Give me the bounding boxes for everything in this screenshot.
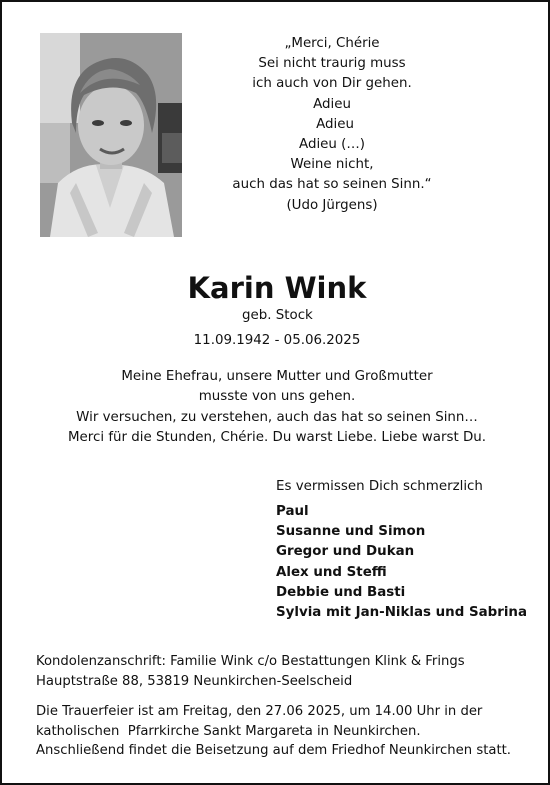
- life-dates: 11.09.1942 - 05.06.2025: [193, 333, 361, 348]
- poem-attribution: (Udo Jürgens): [286, 197, 378, 213]
- mourner-name: Debbie und Basti: [276, 584, 406, 600]
- message-line: Merci für die Stunden, Chérie. Du warst Liebe. Liebe warst Du.: [67, 430, 487, 446]
- mourners-list: [276, 502, 527, 623]
- maiden-name: geb. Stock: [242, 308, 313, 323]
- mourners-intro: Es vermissen Dich schmerzlich: [276, 479, 483, 494]
- ceremony-line: Anschließend findet die Beisetzung auf dem Friedhof Neunkirchen statt.: [36, 743, 511, 759]
- mourner-name: Paul: [276, 504, 309, 519]
- message-line: Wir versuchen, zu verstehen, auch das hat so seinen Sinn…: [76, 409, 478, 425]
- condolence-line: Hauptstraße 88, 53819 Neunkirchen-Seelscheid: [36, 674, 353, 690]
- poem-line: Adieu: [316, 116, 354, 132]
- condolence-address: [36, 652, 465, 692]
- condolence-line: Kondolenzanschrift: Familie Wink c/o Bestattungen Klink & Frings: [36, 654, 465, 669]
- poem-line: Adieu: [313, 96, 351, 112]
- poem-line: ich auch von Dir gehen.: [252, 76, 412, 92]
- poem-line: Weine nicht,: [290, 157, 374, 173]
- mourner-name: Gregor und Dukan: [276, 544, 415, 560]
- ceremony-line: Die Trauerfeier ist am Freitag, den 27.06 2025, um 14.00 Uhr in der: [36, 704, 483, 719]
- poem-line: Adieu (…): [299, 137, 365, 153]
- message-line: musste von uns gehen.: [198, 389, 356, 405]
- mourner-name: Sylvia mit Jan-Niklas und Sabrina: [276, 605, 527, 621]
- mourner-name: Susanne und Simon: [276, 524, 426, 540]
- poem-line: auch das hat so seinen Sinn.“: [232, 177, 432, 193]
- poem-line: Sei nicht traurig muss: [258, 56, 406, 72]
- deceased-name: Karin Wink: [187, 271, 367, 305]
- memorial-message: [2, 367, 550, 449]
- portrait-illustration: [40, 33, 182, 237]
- message-line: Meine Ehefrau, unsere Mutter und Großmutter: [121, 369, 433, 384]
- poem-line: „Merci, Chérie: [284, 36, 380, 51]
- portrait-photo: [40, 33, 182, 237]
- funeral-details: [36, 702, 511, 761]
- poem-quote: [232, 34, 432, 216]
- ceremony-line: katholischen Pfarrkirche Sankt Margareta in Neunkirchen.: [36, 723, 421, 739]
- mourner-name: Alex und Steffi: [276, 564, 387, 580]
